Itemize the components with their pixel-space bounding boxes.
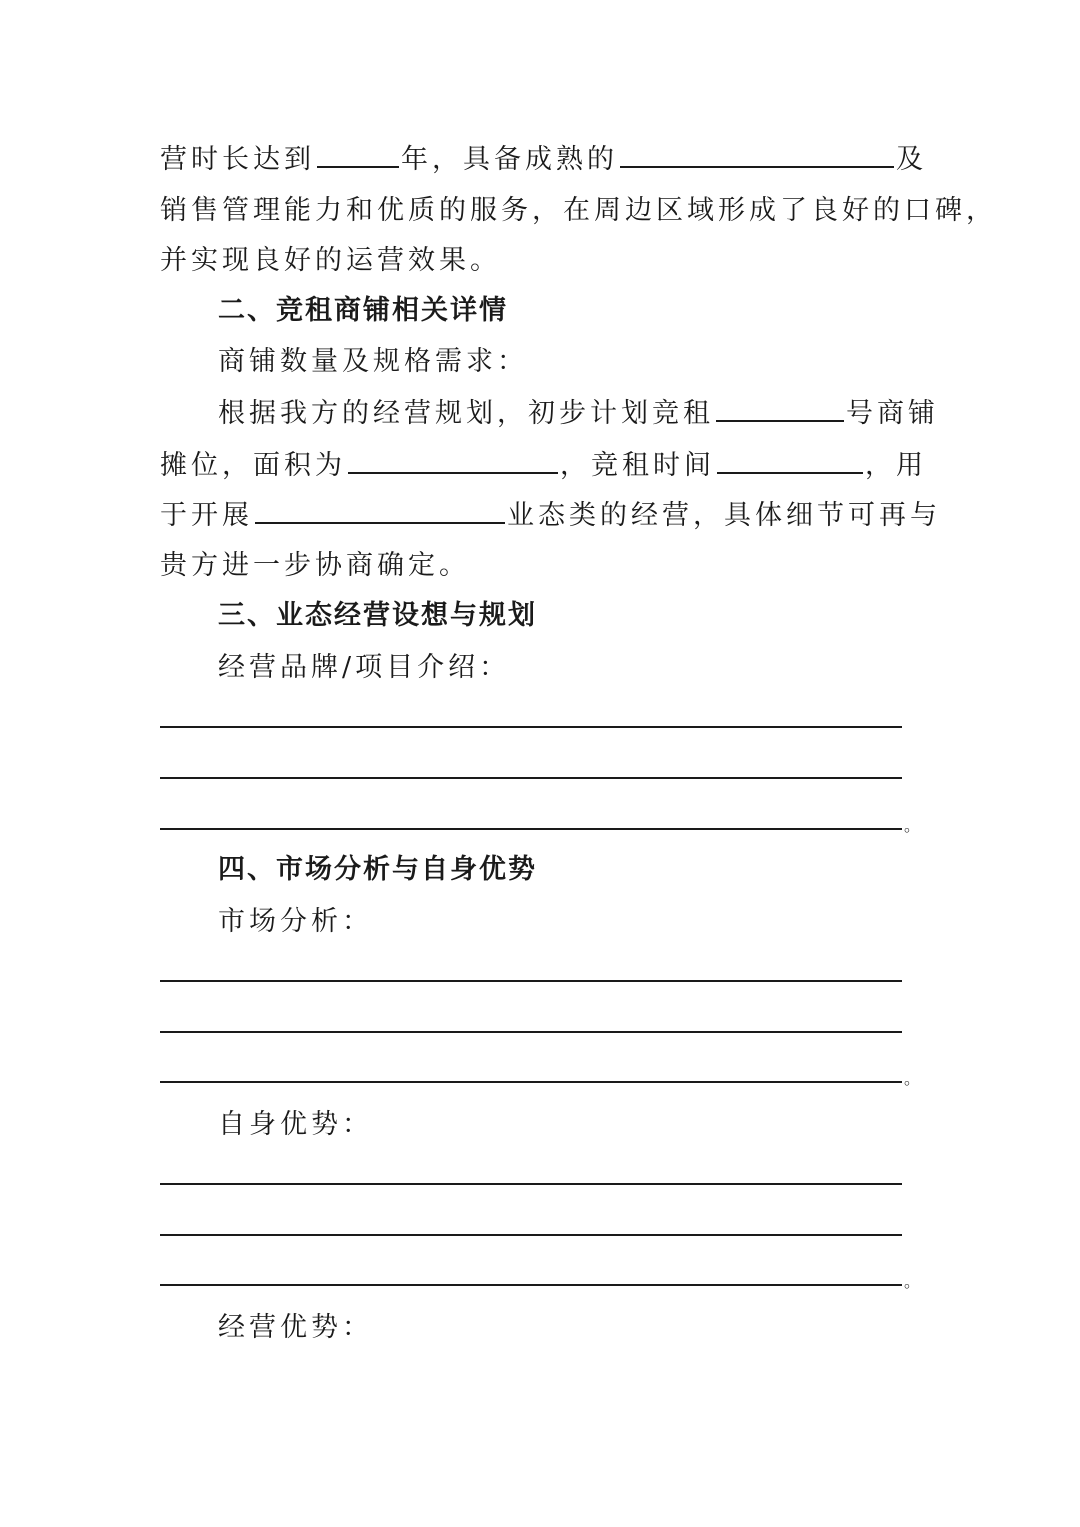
shop-number-blank[interactable] (716, 394, 844, 422)
self-advantage-line-2[interactable] (160, 1234, 902, 1236)
paragraph1-line3: 并实现良好的运营效果。 (160, 245, 501, 276)
text: 于开展 (160, 500, 253, 531)
section2-line3 (160, 496, 941, 534)
section2-line4: 贵方进一步协商确定。 (160, 550, 470, 581)
brand-intro-line-3[interactable] (160, 828, 902, 830)
brand-intro-line-1[interactable] (160, 726, 902, 728)
section2-heading: 二、竞租商铺相关详情 (218, 295, 508, 326)
section2-line2 (160, 446, 927, 484)
section3-label: 经营品牌/项目介绍： (218, 652, 511, 683)
text: 及 (896, 144, 927, 175)
text: ，用 (865, 450, 927, 481)
business-advantage-label: 经营优势： (218, 1312, 373, 1343)
text: ，竞租时间 (560, 450, 715, 481)
brand-intro-line-2[interactable] (160, 777, 902, 779)
section2-line1 (218, 394, 939, 432)
paragraph1-line2: 销售管理能力和优质的服务，在周边区域形成了良好的口碑， (160, 195, 997, 226)
business-type-blank[interactable] (255, 496, 505, 524)
end-mark: 。 (904, 1069, 921, 1088)
market-analysis-label: 市场分析： (218, 906, 373, 937)
section3-heading: 三、业态经营设想与规划 (218, 600, 537, 631)
end-mark: 。 (904, 816, 921, 835)
paragraph1-line1 (160, 140, 927, 178)
market-analysis-line-3[interactable] (160, 1081, 902, 1083)
self-advantage-line-3[interactable] (160, 1284, 902, 1286)
text: 年，具备成熟的 (401, 144, 618, 175)
text: 营时长达到 (160, 144, 315, 175)
years-blank[interactable] (317, 140, 399, 168)
section4-heading: 四、市场分析与自身优势 (218, 854, 537, 885)
area-blank[interactable] (348, 446, 558, 474)
self-advantage-label: 自身优势： (218, 1109, 373, 1140)
lease-term-blank[interactable] (717, 446, 863, 474)
section2-label: 商铺数量及规格需求： (218, 346, 528, 377)
text: 号商铺 (846, 398, 939, 429)
market-analysis-line-1[interactable] (160, 980, 902, 982)
end-mark: 。 (904, 1272, 921, 1291)
self-advantage-line-1[interactable] (160, 1183, 902, 1185)
text: 业态类的经营，具体细节可再与 (507, 500, 941, 531)
text: 根据我方的经营规划，初步计划竞租 (218, 398, 714, 429)
capability-blank[interactable] (620, 140, 894, 168)
text: 摊位，面积为 (160, 450, 346, 481)
market-analysis-line-2[interactable] (160, 1031, 902, 1033)
